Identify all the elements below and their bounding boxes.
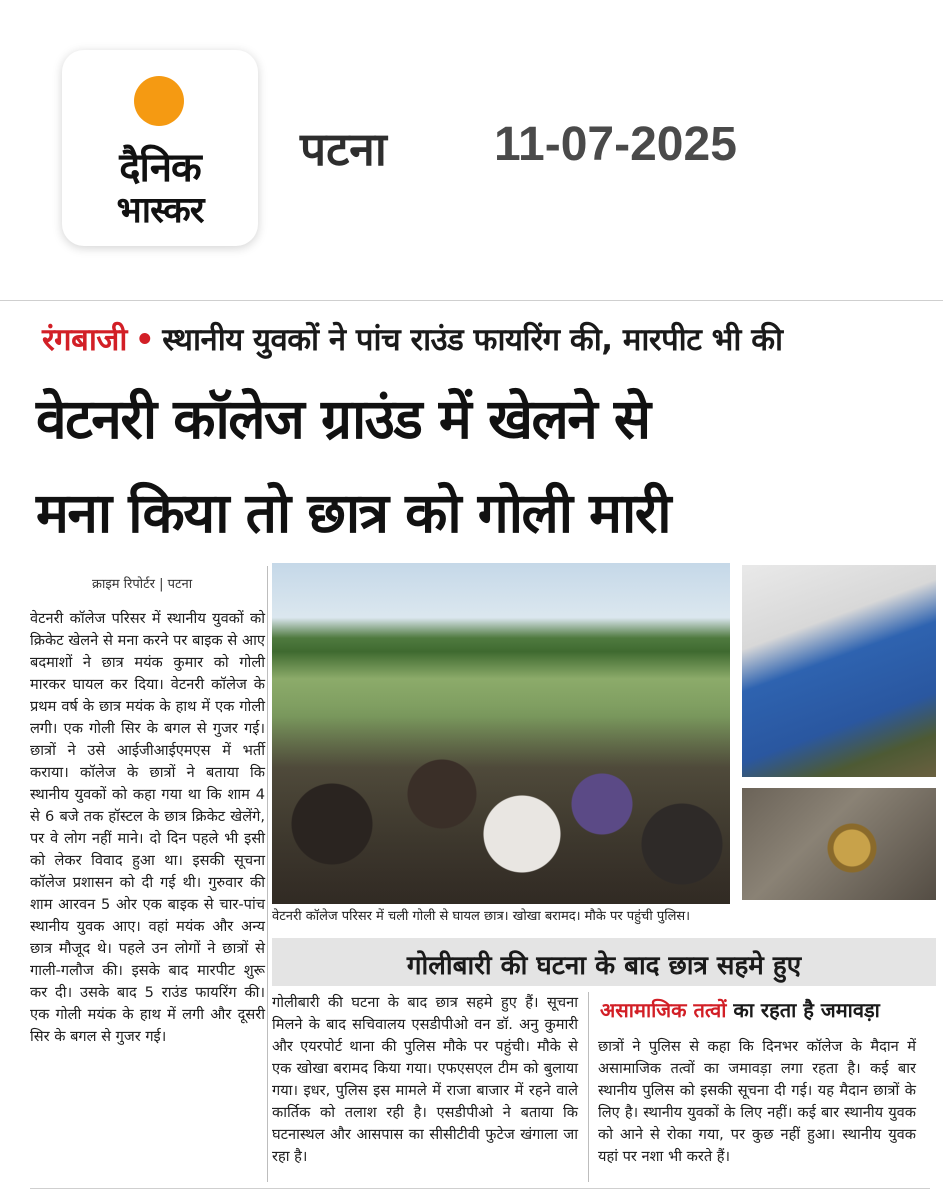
headline-line2: मना किया तो छात्र को गोली मारी [36, 481, 671, 545]
edition-date: 11-07-2025 [494, 118, 737, 171]
column-rule [267, 566, 268, 1182]
subhead-text: गोलीबारी की घटना के बाद छात्र सहमे हुए [406, 951, 802, 981]
article-column-1: वेटनरी कॉलेज परिसर में स्थानीय युवकों को क्रिकेट खेलने से मना करने पर बाइक से आए बदमाशों ने छात्र मयंक कुमार को गोली मारकर घायल कर दिया। वेटनरी कॉलेज के प्रथम वर्ष के छात्र मयंक के हाथ में एक गोली लगी। एक गोली सिर के बगल से गुजर गई। छात्रों ने उसे आईजीआईएमएस में भर्ती कराया। कॉलेज के छात्रों ने बताया कि स्थानीय युवकों को कहा गया था कि शाम 4 से 6 बजे तक हॉस्टल के छात्र क्रिकेट खेलेंगे, पर वे लोग नहीं माने। दो दिन पहले भी इसी को लेकर विवाद हुआ था। इसकी सूचना कॉलेज प्रशासन को दी गई थी। गुरुवार की शाम आरवन 5 ओर एक बाइक से चार-पांच स्थानीय युवक आए। वहां मयंक और अन्य छात्र मौजूद थे। पहले उन लोगों ने छात्रों से गाली-गलौज की। इसके बाद मारपीट शुरू कर दी। उसके बाद 5 राउंड फायरिंग की। एक गोली मयंक के हाथ में लगी और दूसरी सिर के बगल से गुजर गई। [30, 610, 265, 1045]
edition-city: पटना [300, 122, 387, 176]
secondary-subhead [600, 996, 880, 1023]
article-column-3: छात्रों ने पुलिस से कहा कि दिनभर कॉलेज के मैदान में असामाजिक तत्वों का जमावड़ा लगा रहता है। कई बार स्थानीय पुलिस को इसकी सूचना दी गई। यह मैदान छात्रों के लिए है। स्थानीय युवकों के लिए नहीं। कई बार स्थानीय युवक को आने से रोका गया, पर कुछ नहीं हुआ। स्थानीय युवक यहां पर नशा भी करते हैं। [598, 1038, 916, 1165]
header-divider [0, 300, 943, 301]
byline: क्राइम रिपोर्टर | पटना [92, 577, 193, 592]
crowd-photo [272, 563, 730, 904]
secondary-subhead-red: असामाजिक तत्वों [600, 998, 727, 1022]
secondary-subhead-rest: का रहता है जमावड़ा [726, 998, 880, 1022]
kicker-text: स्थानीय युवकों ने पांच राउंड फायरिंग की, मारपीट भी की [162, 322, 783, 358]
kicker [42, 318, 783, 360]
logo-text-line2: भास्कर [116, 190, 204, 231]
bullet-shell-photo [742, 788, 936, 900]
crowd-figures [272, 704, 730, 904]
injured-student-photo [742, 565, 936, 777]
article-column-2: गोलीबारी की घटना के बाद छात्र सहमे हुए हैं। सूचना मिलने के बाद सचिवालय एसडीपीओ वन डॉ. अनु कुमारी और एयरपोर्ट थाना की पुलिस मौके पर पहुंची। मौके से एक खोखा बरामद किया गया। एफएसएल टीम को बुलाया गया। इधर, पुलिस इस मामले में राजा बाजार में रहने वाले कार्तिक को तलाश रही है। एसडीपीओ ने बताया कि घटनास्थल और आसपास का सीसीटीवी फुटेज खंगाला जा रहा है। [272, 994, 578, 1165]
dainik-bhaskar-logo [62, 50, 258, 246]
kicker-tag: रंगबाजी [42, 322, 127, 358]
logo-text-line1: दैनिक [119, 145, 201, 191]
column-rule-2 [588, 992, 589, 1182]
logo-sun-icon [134, 76, 184, 126]
subhead-banner [272, 938, 936, 986]
kicker-bullet: • [134, 322, 155, 358]
headline-line1: वेटनरी कॉलेज ग्राउंड में खेलने से [36, 387, 650, 451]
photo-caption: वेटनरी कॉलेज परिसर में चली गोली से घायल छात्र। खोखा बरामद। मौके पर पहुंची पुलिस। [272, 909, 691, 924]
bottom-divider [30, 1188, 930, 1189]
